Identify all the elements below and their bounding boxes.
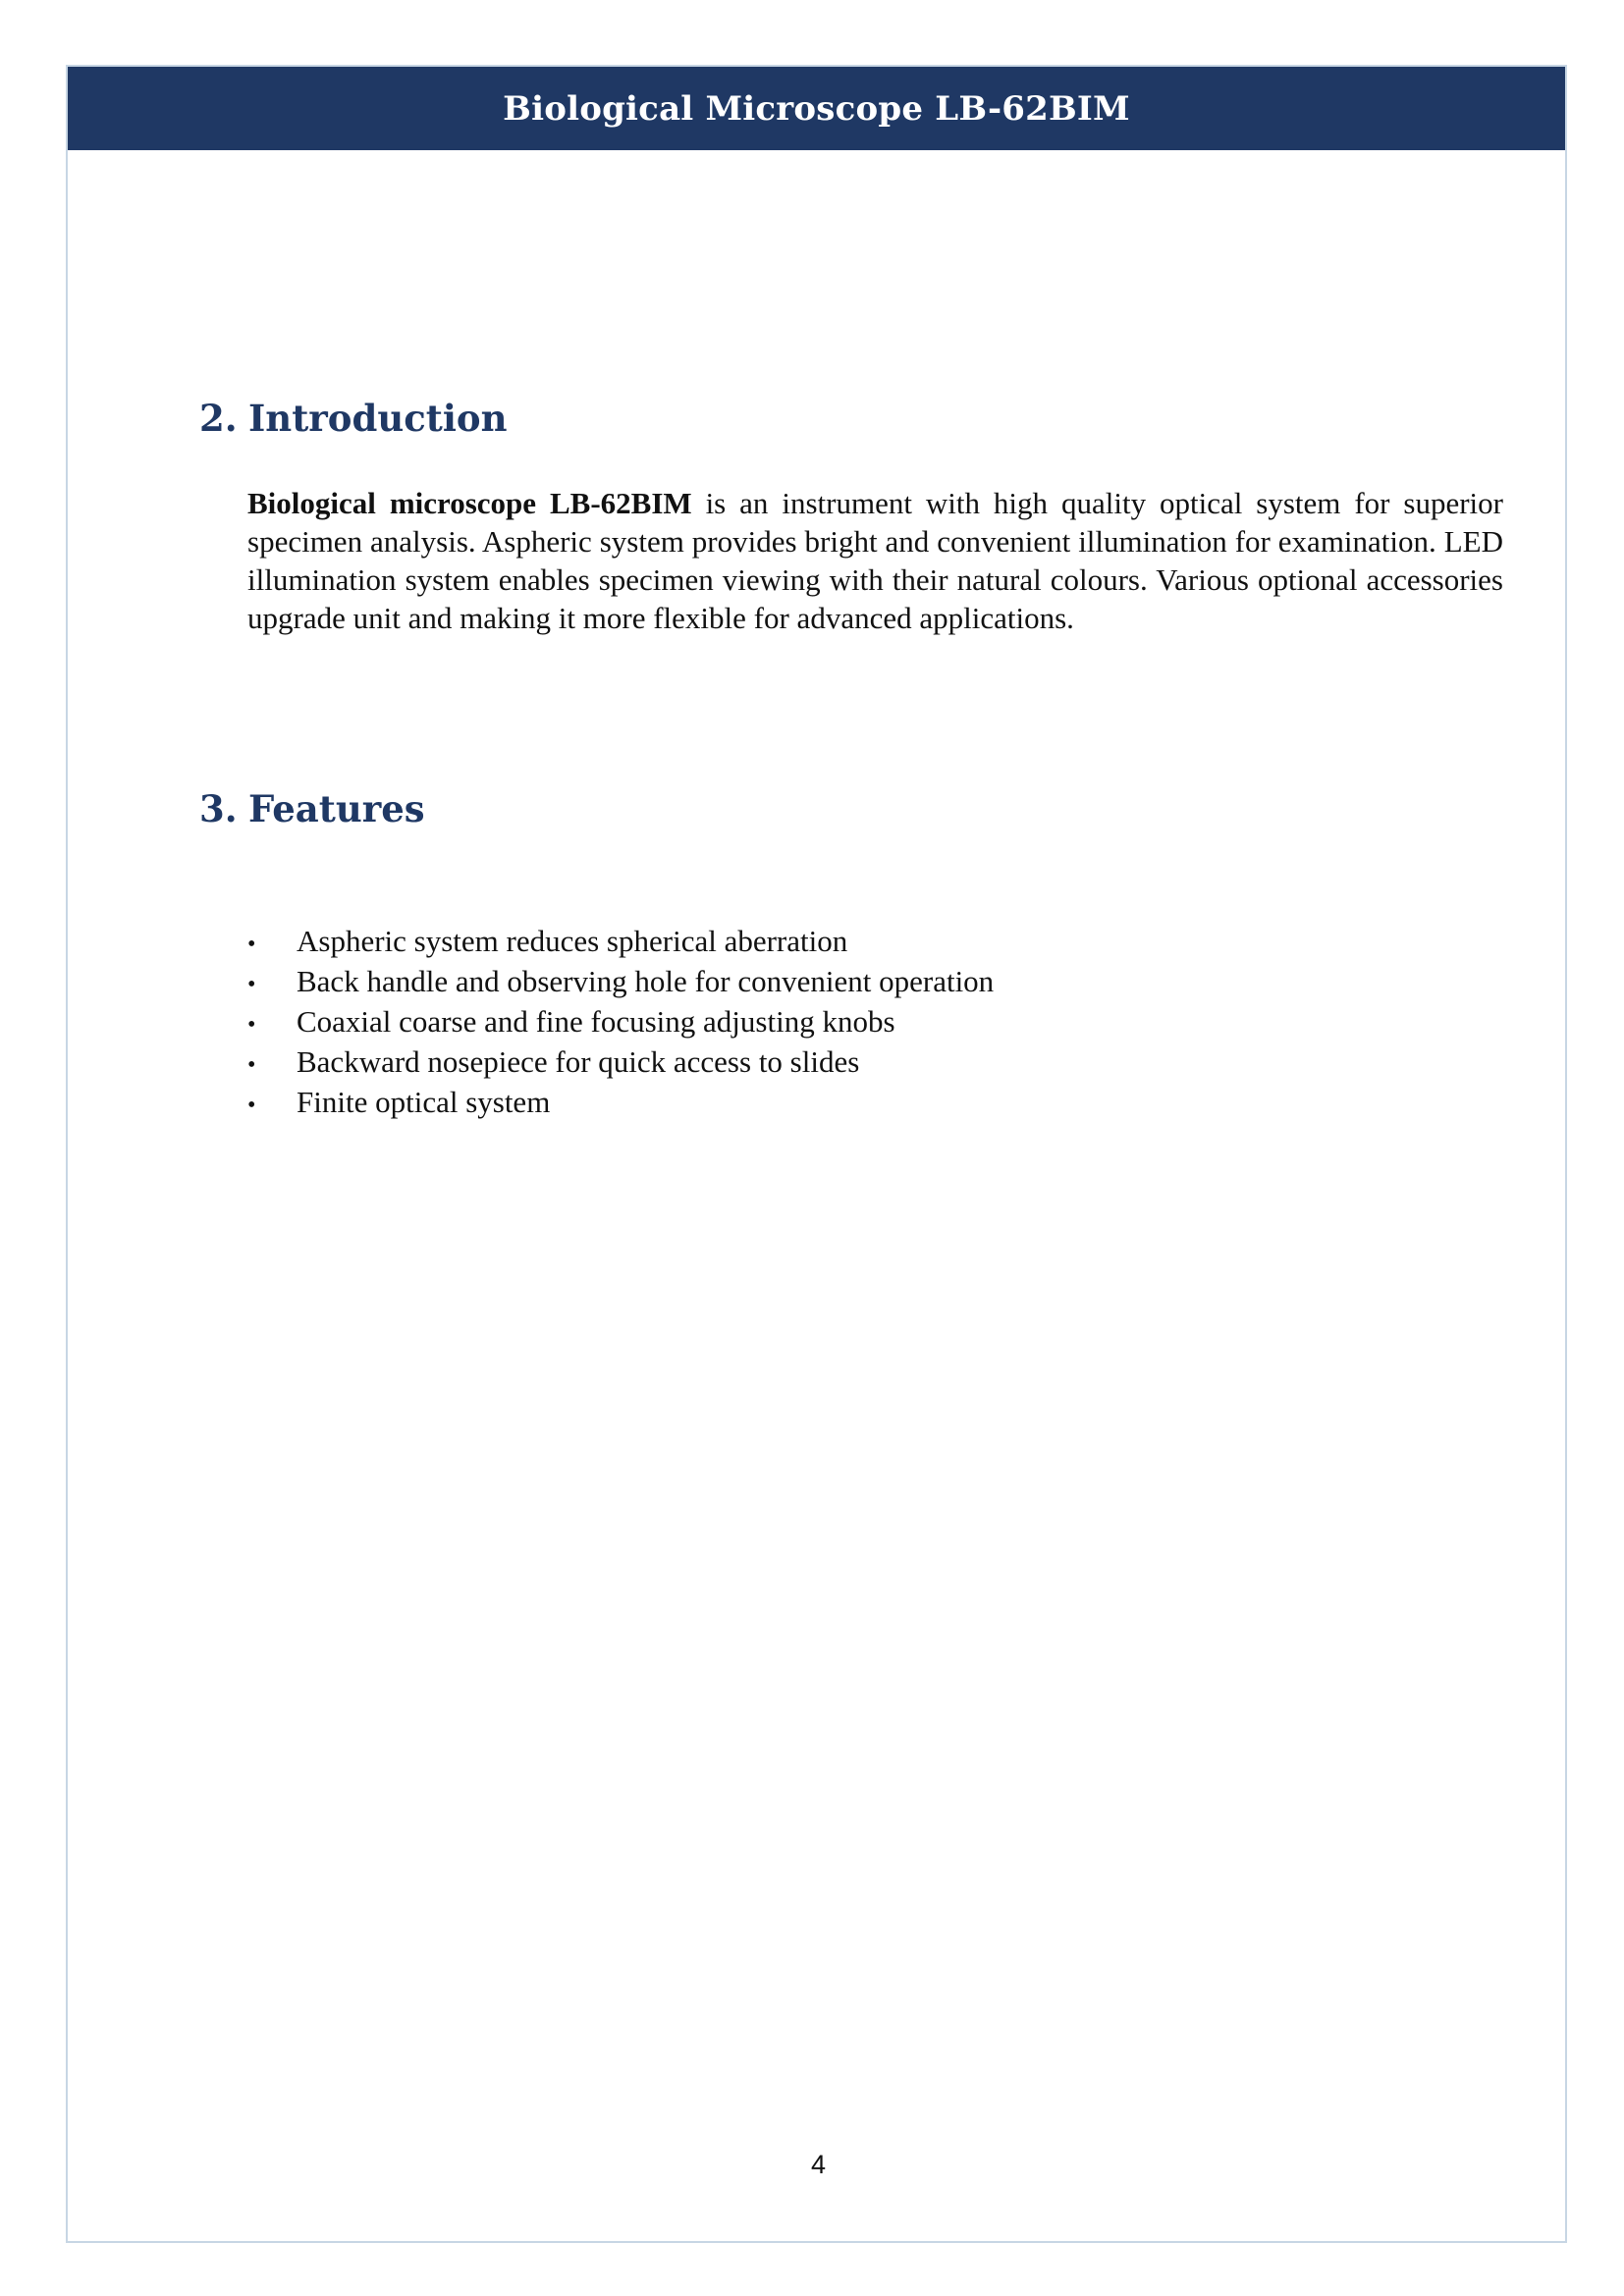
feature-text: Coaxial coarse and fine focusing adjusting knobs bbox=[297, 1004, 895, 1039]
list-item bbox=[247, 1041, 994, 1082]
introduction-lead-bold: Biological microscope LB-62BIM bbox=[247, 486, 692, 520]
introduction-paragraph bbox=[247, 484, 1503, 637]
features-heading-text: Features bbox=[248, 787, 425, 830]
bullet-icon: • bbox=[247, 1012, 256, 1038]
bullet-icon: • bbox=[247, 972, 256, 997]
bullet-icon: • bbox=[247, 1093, 256, 1118]
features-heading bbox=[199, 787, 425, 830]
list-item bbox=[247, 1082, 994, 1122]
introduction-body: is an instrument with high quality optical system for superior specimen analysis. Aspheric system provides bright and convenient illumination for examination. LED illumination system enables specimen viewing with their natural colours. Various optional accessories upgrade unit and making it more flexible for advanced applications. bbox=[247, 486, 1503, 635]
feature-text: Finite optical system bbox=[297, 1085, 551, 1119]
introduction-heading-number: 2. bbox=[199, 397, 238, 440]
list-item bbox=[247, 1001, 994, 1041]
introduction-heading bbox=[199, 397, 508, 440]
page-number: 4 bbox=[810, 2150, 827, 2179]
page-frame bbox=[66, 65, 1567, 2243]
bullet-icon: • bbox=[247, 1052, 256, 1078]
introduction-heading-text: Introduction bbox=[248, 397, 508, 440]
list-item bbox=[247, 961, 994, 1001]
feature-text: Back handle and observing hole for convenient operation bbox=[297, 964, 995, 998]
feature-text: Backward nosepiece for quick access to slides bbox=[297, 1044, 860, 1079]
header-bar bbox=[68, 67, 1565, 150]
document-title: Biological Microscope LB-62BIM bbox=[503, 88, 1130, 129]
features-list bbox=[247, 921, 994, 1122]
feature-text: Aspheric system reduces spherical aberration bbox=[297, 924, 848, 958]
list-item bbox=[247, 921, 994, 961]
bullet-icon: • bbox=[247, 932, 256, 957]
features-heading-number: 3. bbox=[199, 787, 238, 830]
